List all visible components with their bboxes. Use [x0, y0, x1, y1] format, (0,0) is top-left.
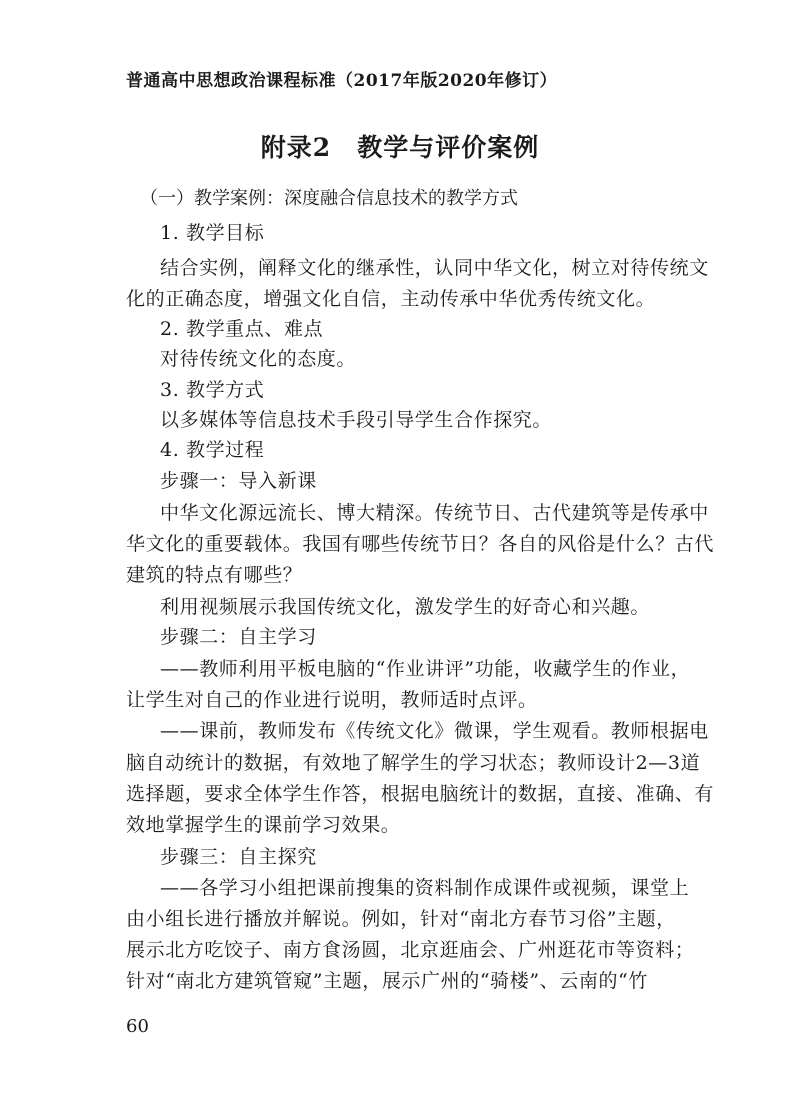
paragraph-line: 脑自动统计的数据，有效地了解学生的学习状态；教师设计2—3道 — [126, 752, 701, 774]
paragraph-line: ——各学习小组把课前搜集的资料制作成课件或视频，课堂上 — [160, 877, 690, 899]
heading-teaching-process: 4. 教学过程 — [160, 439, 265, 461]
heading-teaching-method: 3. 教学方式 — [160, 379, 265, 401]
paragraph-line: 由小组长进行播放并解说。例如，针对“南北方春节习俗”主题， — [126, 908, 676, 930]
paragraph-line: 效地掌握学生的课前学习效果。 — [126, 814, 401, 836]
section-title: （一）教学案例：深度融合信息技术的教学方式 — [140, 188, 518, 209]
paragraph-line: 中华文化源远流长、博大精深。传统节日、古代建筑等是传承中 — [160, 502, 709, 524]
paragraph-line: 结合实例，阐释文化的继承性，认同中华文化，树立对待传统文 — [160, 257, 709, 279]
step-two-heading: 步骤二：自主学习 — [160, 626, 317, 648]
paragraph-line: 让学生对自己的作业进行说明，教师适时点评。 — [126, 689, 538, 711]
step-three-heading: 步骤三：自主探究 — [160, 846, 317, 868]
step-one-heading: 步骤一：导入新课 — [160, 470, 317, 492]
paragraph-line: 化的正确态度，增强文化自信，主动传承中华优秀传统文化。 — [126, 288, 656, 310]
paragraph-line: 选择题，要求全体学生作答，根据电脑统计的数据，直接、准确、有 — [126, 783, 715, 805]
paragraph-line: 建筑的特点有哪些？ — [126, 564, 303, 586]
running-header: 普通高中思想政治课程标准（2017年版2020年修订） — [126, 71, 558, 91]
appendix-title: 附录2 教学与评价案例 — [260, 133, 540, 162]
paragraph-line: 对待传统文化的态度。 — [160, 348, 357, 370]
paragraph-line: ——课前，教师发布《传统文化》微课，学生观看。教师根据电 — [160, 720, 709, 742]
paragraph-line: 利用视频展示我国传统文化，激发学生的好奇心和兴趣。 — [160, 596, 651, 618]
paragraph-line: 展示北方吃饺子、南方食汤圆，北京逛庙会、广州逛花市等资料； — [126, 939, 695, 961]
paragraph-line: ——教师利用平板电脑的“作业讲评”功能，收藏学生的作业， — [160, 658, 691, 680]
heading-teaching-goals: 1. 教学目标 — [160, 222, 265, 244]
paragraph-line: 以多媒体等信息技术手段引导学生合作探究。 — [160, 409, 553, 431]
paragraph-line: 针对“南北方建筑管窥”主题，展示广州的“骑楼”、云南的“竹 — [126, 970, 648, 992]
page-number: 60 — [126, 1016, 149, 1037]
heading-key-points: 2. 教学重点、难点 — [160, 318, 324, 340]
paragraph-line: 华文化的重要载体。我国有哪些传统节日？各自的风俗是什么？古代 — [126, 533, 715, 555]
